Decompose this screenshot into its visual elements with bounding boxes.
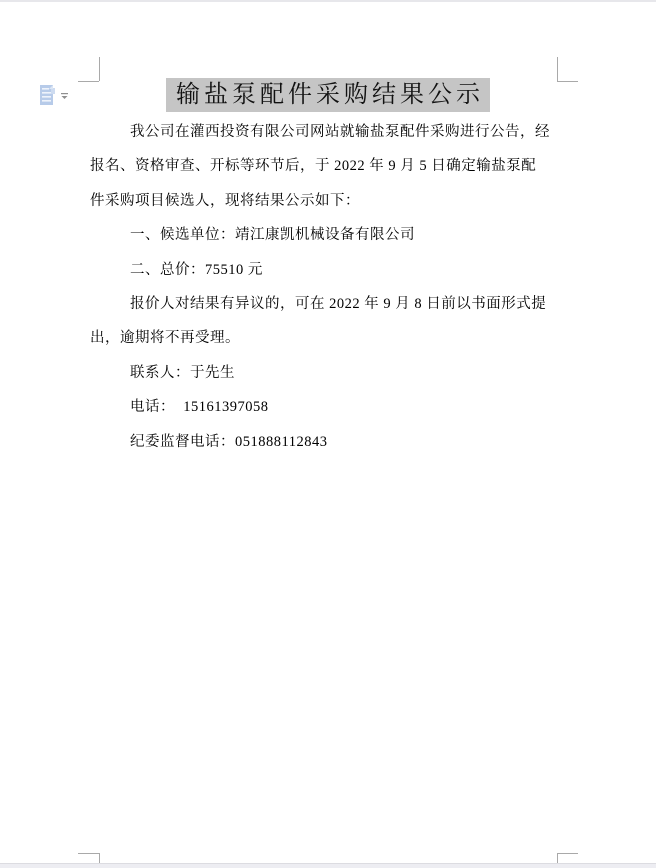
- body-line: 我公司在灌西投资有限公司网站就输盐泵配件采购进行公告，经: [130, 124, 550, 140]
- body-line: 报名、资格审查、开标等环节后，于 2022 年 9 月 5 日确定输盐泵配: [90, 158, 537, 175]
- body-line-total-price: 二、总价：75510 元: [130, 261, 263, 278]
- page-bottom-edge: [0, 863, 656, 868]
- title-row: [0, 78, 656, 112]
- margin-crop-mark-bottom-left: [78, 853, 99, 854]
- body-line: 件采购项目候选人，现将结果公示如下：: [90, 192, 360, 209]
- margin-crop-mark-bottom-right: [557, 853, 578, 854]
- body-line-candidate-unit: 一、候选单位：靖江康凯机械设备有限公司: [130, 227, 415, 244]
- page-top-edge: [0, 0, 656, 2]
- document-body: [90, 115, 570, 459]
- body-line-contact-person: 联系人：于先生: [130, 364, 235, 381]
- body-line: 出，逾期将不再受理。: [90, 330, 240, 347]
- body-line: 报价人对结果有异议的，可在 2022 年 9 月 8 日前以书面形式提: [130, 295, 547, 312]
- body-line-supervision-phone: 纪委监督电话：051888112843: [130, 433, 328, 450]
- body-line-phone: 电话： 15161397058: [130, 399, 269, 416]
- document-title: 输盐泵配件采购结果公示: [166, 78, 490, 112]
